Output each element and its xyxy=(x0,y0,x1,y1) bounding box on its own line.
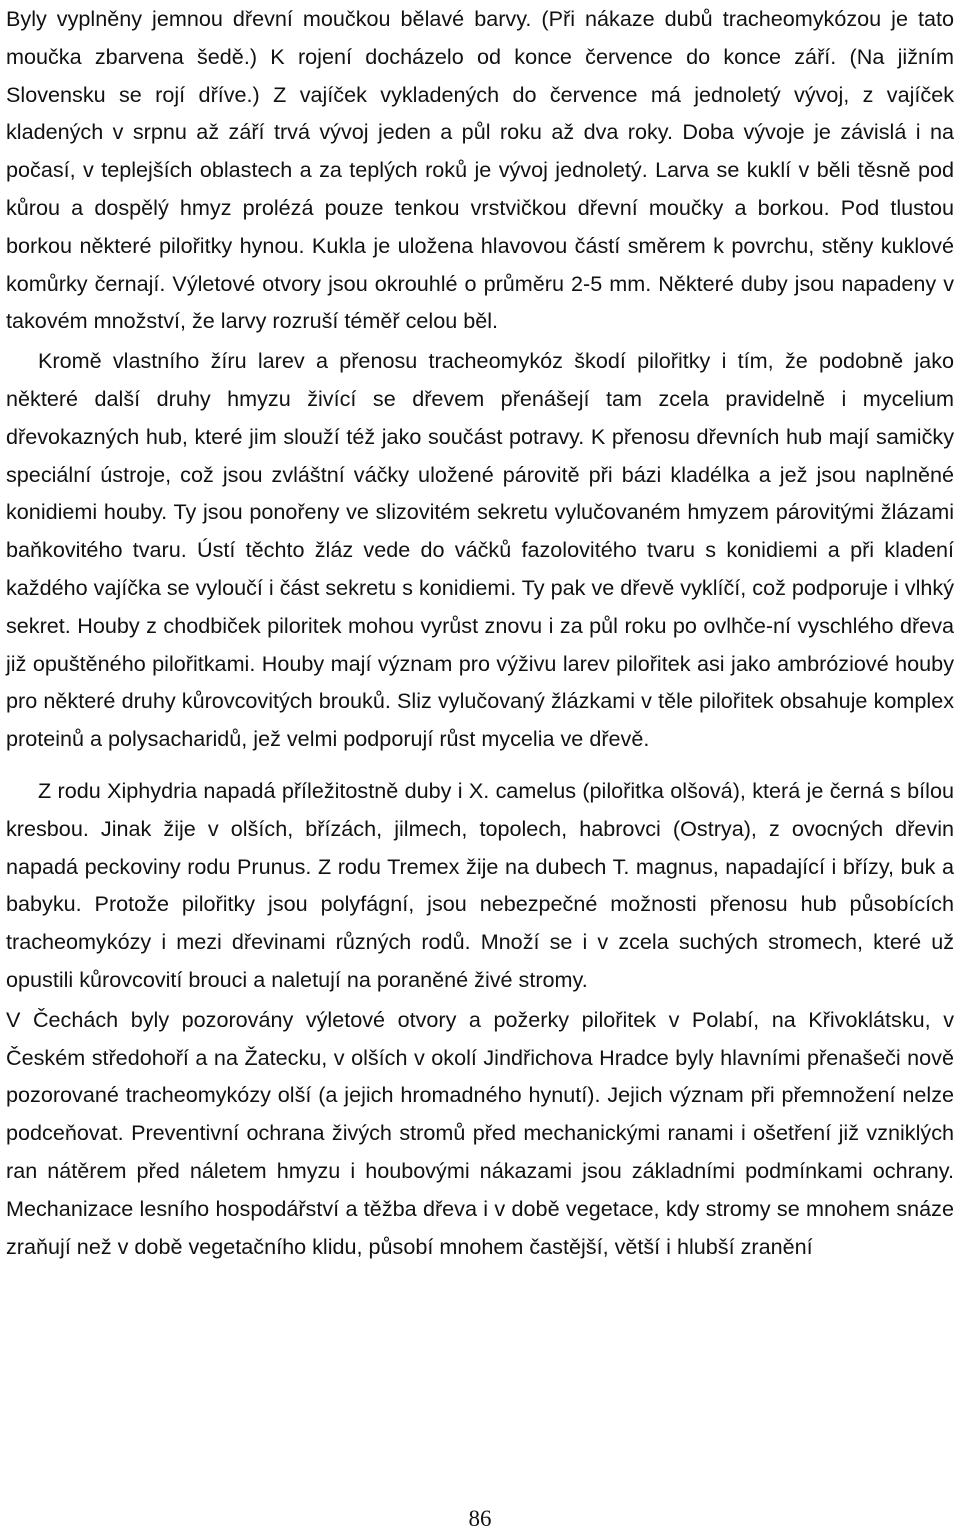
page-number: 86 xyxy=(468,1506,492,1531)
paragraph-xiphydria: Z rodu Xiphydria napadá příležitostně duby i X. camelus (pilořitka olšová), která je černá s bílou kresbou. Jinak žije v olších, břízách, jilmech, topolech, habrovci (Ostrya), z ovocných dřevin napadá peckoviny rodu Prunus. Z rodu Tremex žije na dubech T. magnus, napadající i břízy, buk a babyku. Protože pilořitky jsou polyfágní, jsou nebezpečné možnosti přenosu hub působících tracheomykózy i mezi dřevinami různých rodů. Množí se i v zcela suchých stromech, které už opustili kůrovcovití brouci a naletují na poraněné živé stromy. xyxy=(6,777,954,992)
document-page xyxy=(6,0,954,1265)
paragraph-bohemia: V Čechách byly pozorovány výletové otvory a požerky pilořitek v Polabí, na Křivoklátsku, v Českém středohoří a na Žatecku, v olších v okolí Jindřichova Hradce byly hlavními přenašeči nově pozorované tracheomykózy olší (a jejich hromadného hynutí). Jejich význam při přemnožení nelze podceňovat. Preventivní ochrana živých stromů před mechanickými ranami i ošetření již vzniklých ran nátěrem před náletem hmyzu i houbovými nákazami jsou základními podmínkami ochrany. Mechanizace lesního hospodářství a těžba dřeva i v době vegetace, kdy stromy se mnohem snáze zraňují než v době vegetačního klidu, působí mnohem častější, větší i hlubší zranění xyxy=(6,1006,954,1259)
paragraph-larva-development: Byly vyplněny jemnou dřevní moučkou bělavé barvy. (Při nákaze dubů tracheomykózou je tato moučka zbarvena šedě.) K rojení docházelo od konce července do konce září. (Na jižním Slovensku se rojí dříve.) Z vajíček vykladených do července má jednoletý vývoj, z vajíček kladených v srpnu až září trvá vývoj jeden a půl roku až dva roky. Doba vývoje je závislá i na počasí, v teplejších oblastech a za teplých roků je vývoj jednoletý. Larva se kuklí v běli těsně pod kůrou a dospělý hmyz prolézá pouze tenkou vrstvičkou dřevní moučky a borkou. Pod tlustou borkou některé pilořitky hynou. Kukla je uložena hlavovou částí směrem k povrchu, stěny kuklové komůrky černají. Výletové otvory jsou okrouhlé o průměru 2-5 mm. Některé duby jsou napadeny v takovém množství, že larvy rozruší téměř celou běl. xyxy=(6,6,954,334)
paragraph-fungi-transfer: Kromě vlastního žíru larev a přenosu tracheomykóz škodí pilořitky i tím, že podobně jako některé další druhy hmyzu živící se dřevem přenášejí tam zcela pravidelně i mycelium dřevokazných hub, které jim slouží též jako součást potravy. K přenosu dřevních hub mají samičky speciální ústroje, což jsou zvláštní váčky uložené párovitě při bázi kladélka a jež jsou naplněné konidiemi houby. Ty jsou ponořeny ve slizovitém sekretu vylučovaném hmyzem párovitými žlázami baňkovitého tvaru. Ústí těchto žláz vede do váčků fazolovitého tvaru s konidiemi a při kladení každého vajíčka se vyloučí i část sekretu s konidiemi. Ty pak ve dřevě vyklíčí, což podporuje i vlhký sekret. Houby z chodbiček piloritek mohou vyrůst znovu i za půl roku po ovlhče-ní vyschlého dřeva již opuštěného pilořitkami. Houby mají význam pro výživu larev pilořitek asi jako ambróziové houby pro některé druhy kůrovcovitých brouků. Sliz vylučovaný žlázkami v těle pilořitek obsahuje komplex proteinů a polysacharidů, jež velmi podporují růst mycelia ve dřevě. xyxy=(6,348,954,752)
